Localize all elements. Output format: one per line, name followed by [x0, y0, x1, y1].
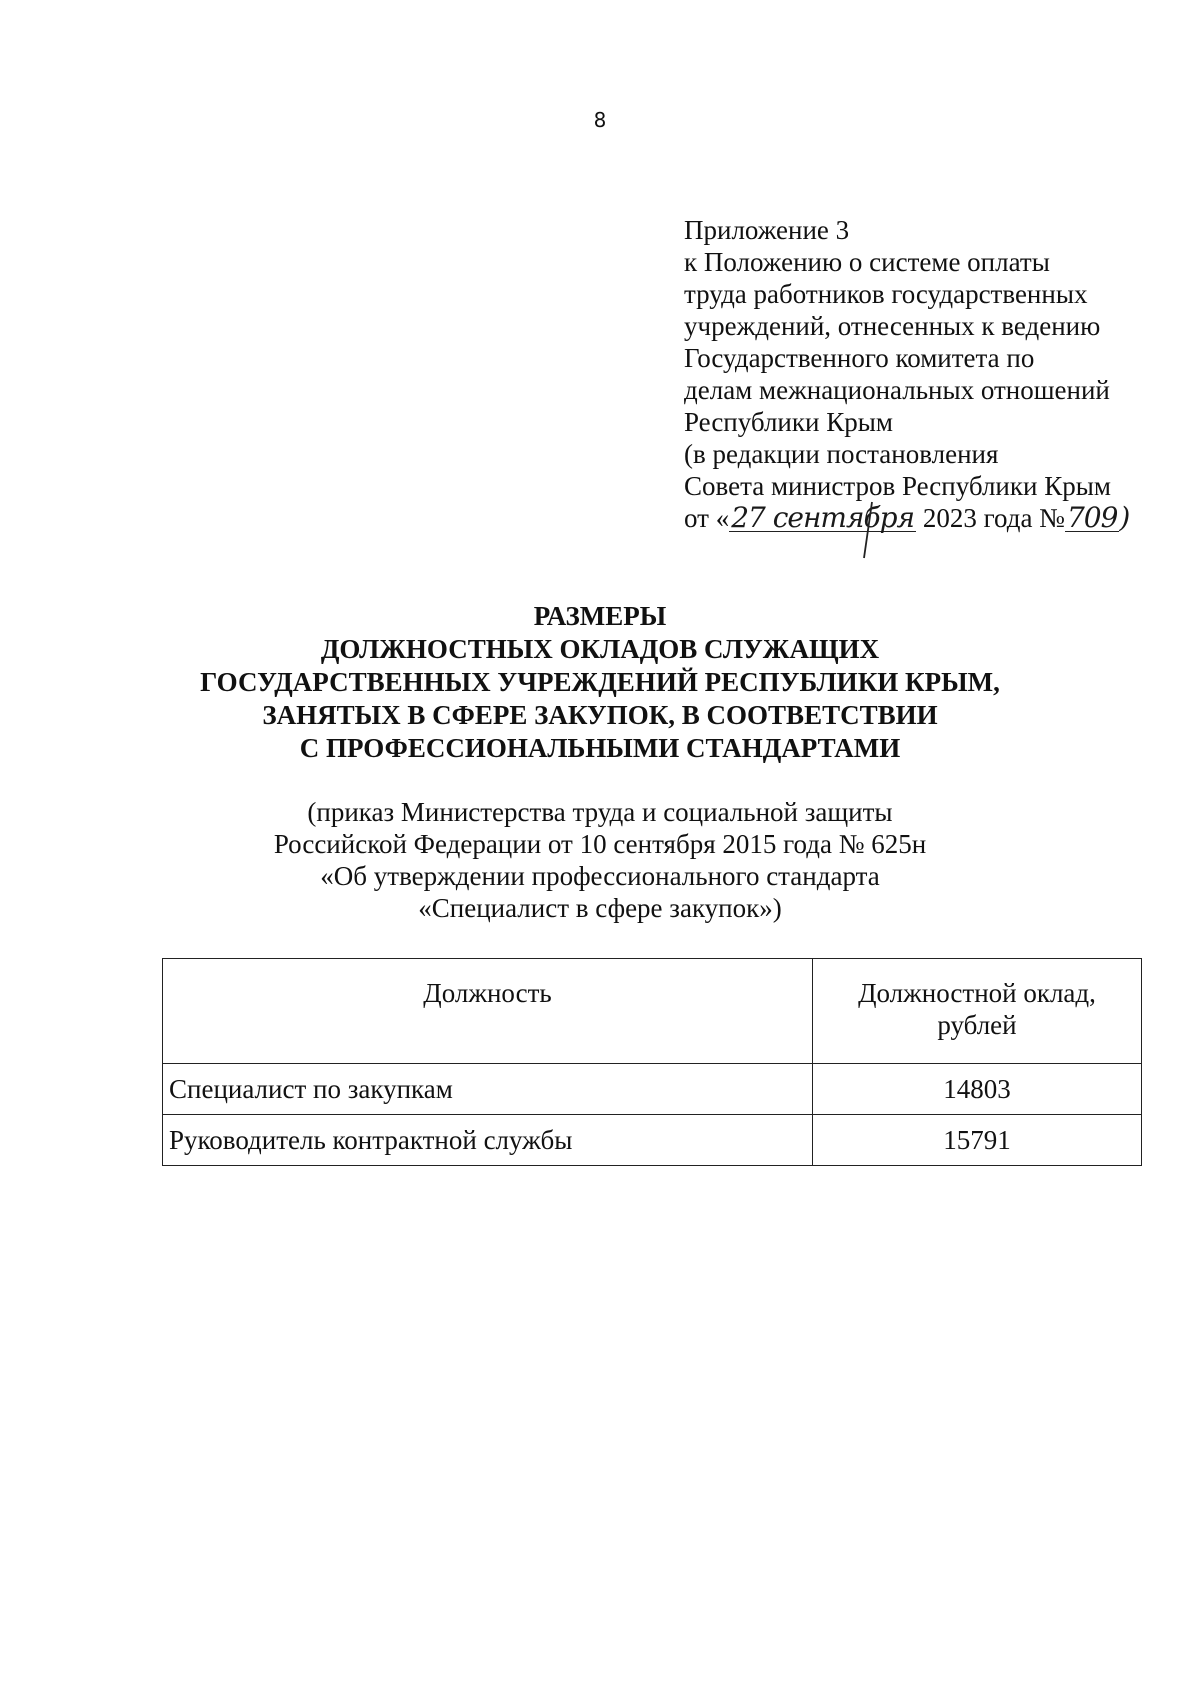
appendix-line: труда работников государственных — [684, 279, 1088, 309]
handwritten-date: 27 сентября — [731, 501, 915, 534]
cell-position: Руководитель контрактной службы — [163, 1115, 813, 1166]
appendix-line: делам межнациональных отношений — [684, 375, 1110, 405]
header-salary-line: Должностной оклад, — [858, 978, 1096, 1008]
basis-line: (приказ Министерства труда и социальной защиты — [307, 797, 893, 827]
legal-basis — [0, 796, 1200, 924]
cell-salary: 15791 — [813, 1115, 1142, 1166]
appendix-line: Республики Крым — [684, 407, 893, 437]
cell-salary: 14803 — [813, 1064, 1142, 1115]
header-salary — [813, 959, 1142, 1064]
appendix-date-line — [684, 502, 1184, 534]
appendix-line: Совета министров Республики Крым — [684, 471, 1111, 501]
cell-position: Специалист по закупкам — [163, 1064, 813, 1115]
basis-line: «Специалист в сфере закупок») — [418, 893, 782, 923]
table-row — [163, 1064, 1142, 1115]
date-prefix: от « — [684, 503, 730, 533]
title-line: ДОЛЖНОСТНЫХ ОКЛАДОВ СЛУЖАЩИХ — [320, 634, 880, 664]
signature-stroke — [850, 500, 890, 560]
title-line: ЗАНЯТЫХ В СФЕРЕ ЗАКУПОК, В СООТВЕТСТВИИ — [262, 700, 938, 730]
appendix-line: Приложение 3 — [684, 215, 850, 245]
title-line: РАЗМЕРЫ — [533, 601, 667, 631]
table-header-row — [163, 959, 1142, 1064]
appendix-block — [684, 214, 1184, 534]
title-line: ГОСУДАРСТВЕННЫХ УЧРЕЖДЕНИЙ РЕСПУБЛИКИ КРЫМ, — [200, 667, 1000, 697]
document-title — [0, 600, 1200, 765]
handwritten-number: 709 — [1066, 501, 1118, 534]
appendix-line: (в редакции постановления — [684, 439, 999, 469]
salary-table — [162, 958, 1142, 1166]
header-salary-line: рублей — [937, 1010, 1017, 1040]
title-line: С ПРОФЕССИОНАЛЬНЫМИ СТАНДАРТАМИ — [299, 733, 901, 763]
header-position: Должность — [163, 959, 813, 1064]
closing-paren: ) — [1119, 501, 1130, 534]
appendix-line: Государственного комитета по — [684, 343, 1035, 373]
page-number: 8 — [593, 108, 607, 132]
table-row — [163, 1115, 1142, 1166]
date-suffix: 2023 года № — [922, 503, 1065, 533]
appendix-line: к Положению о системе оплаты — [684, 247, 1050, 277]
basis-line: Российской Федерации от 10 сентября 2015 года № 625н — [273, 829, 927, 859]
appendix-line: учреждений, отнесенных к ведению — [684, 311, 1101, 341]
basis-line: «Об утверждении профессионального стандарта — [320, 861, 880, 891]
